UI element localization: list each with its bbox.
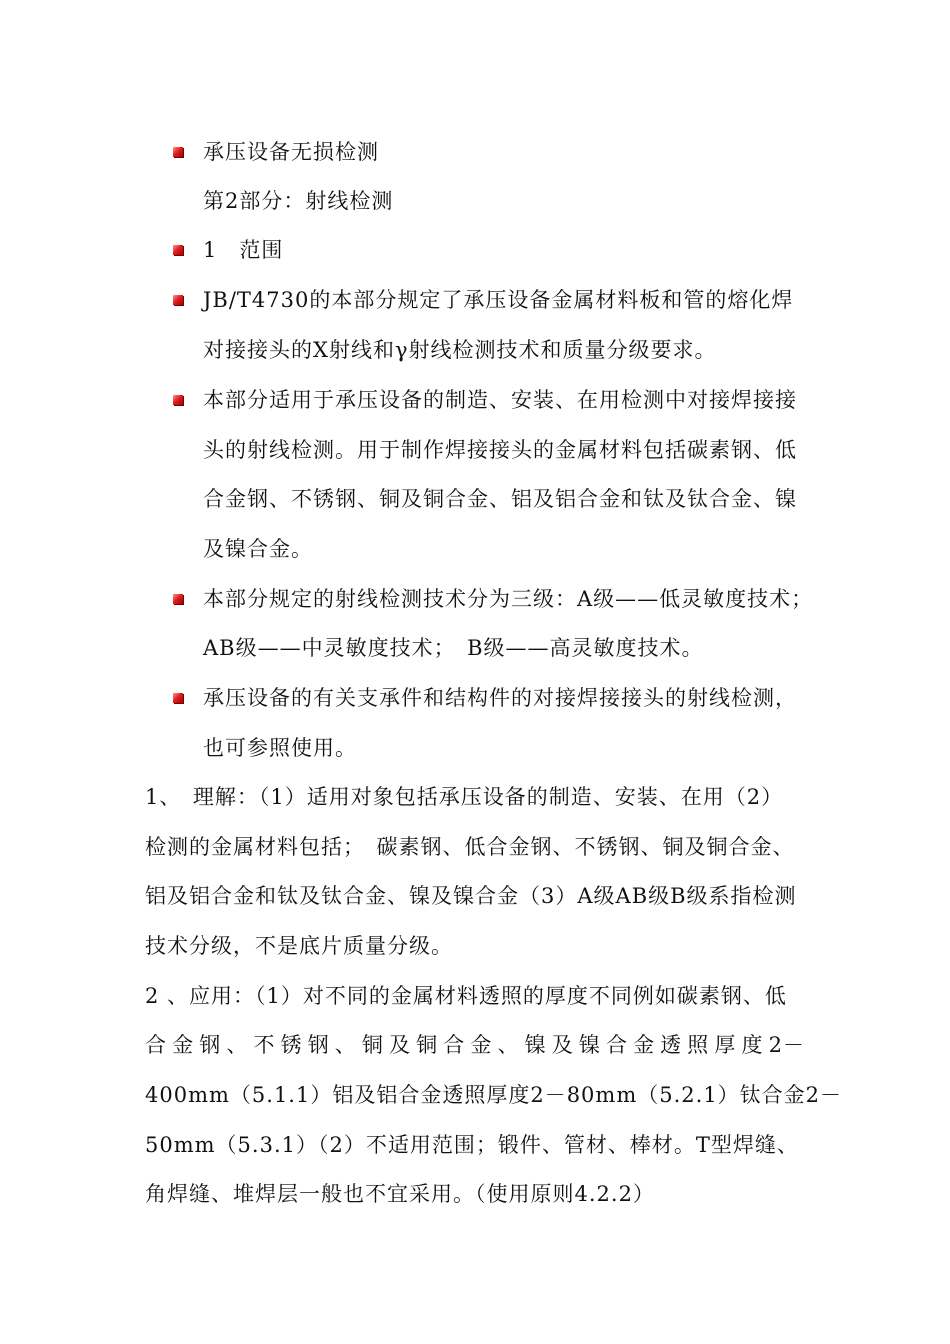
bullet-text-line: AB级——中灵敏度技术； B级——高灵敏度技术。 xyxy=(203,636,704,660)
bullet-text-line: 也可参照使用。 xyxy=(203,736,357,760)
bullet-text-line: 本部分适用于承压设备的制造、安装、在用检测中对接焊接接 xyxy=(203,388,797,412)
section-scope-title: 1 范围 xyxy=(203,238,284,262)
bullet-icon xyxy=(173,245,183,255)
paragraph-line: 铝及铝合金和钛及钛合金、镍及镍合金（3）A级AB级B级系指检测 xyxy=(145,884,797,908)
paragraph-line: 1、 理解：（1）适用对象包括承压设备的制造、安装、在用（2） xyxy=(145,785,784,809)
bullet-icon xyxy=(173,147,183,157)
bullet-text-line: 头的射线检测。用于制作焊接接头的金属材料包括碳素钢、低 xyxy=(203,438,797,462)
bullet-text-line: JB/T4730的本部分规定了承压设备金属材料板和管的熔化焊 xyxy=(203,288,794,312)
heading-title: 承压设备无损检测 xyxy=(203,140,379,164)
paragraph-line: 合金钢、不锈钢、铜及铜合金、镍及镍合金透照厚度2－ xyxy=(145,1033,805,1057)
bullet-text-line: 承压设备的有关支承件和结构件的对接焊接接头的射线检测， xyxy=(203,686,797,710)
paragraph-line: 50mm（5.3.1）（2）不适用范围；锻件、管材、棒材。T型焊缝、 xyxy=(145,1133,799,1157)
bullet-icon xyxy=(173,395,183,405)
paragraph-line: 2 、应用：（1）对不同的金属材料透照的厚度不同例如碳素钢、低 xyxy=(145,984,787,1008)
bullet-icon xyxy=(173,295,183,305)
bullet-text-line: 本部分规定的射线检测技术分为三级：A级——低灵敏度技术； xyxy=(203,587,814,611)
heading-subtitle: 第2部分：射线检测 xyxy=(203,189,394,213)
paragraph-line: 检测的金属材料包括； 碳素钢、低合金钢、不锈钢、铜及铜合金、 xyxy=(145,835,795,859)
paragraph-line: 400mm（5.1.1）铝及铝合金透照厚度2－80mm（5.2.1）钛合金2－ xyxy=(145,1083,843,1107)
bullet-text-line: 对接接头的X射线和γ射线检测技术和质量分级要求。 xyxy=(203,338,717,362)
bullet-text-line: 合金钢、不锈钢、铜及铜合金、铝及铝合金和钛及钛合金、镍 xyxy=(203,487,797,511)
bullet-text-line: 及镍合金。 xyxy=(203,537,313,561)
paragraph-line: 角焊缝、堆焊层一般也不宜采用。（使用原则4.2.2） xyxy=(145,1182,655,1206)
paragraph-line: 技术分级，不是底片质量分级。 xyxy=(145,934,453,958)
bullet-icon xyxy=(173,693,183,703)
bullet-icon xyxy=(173,594,183,604)
